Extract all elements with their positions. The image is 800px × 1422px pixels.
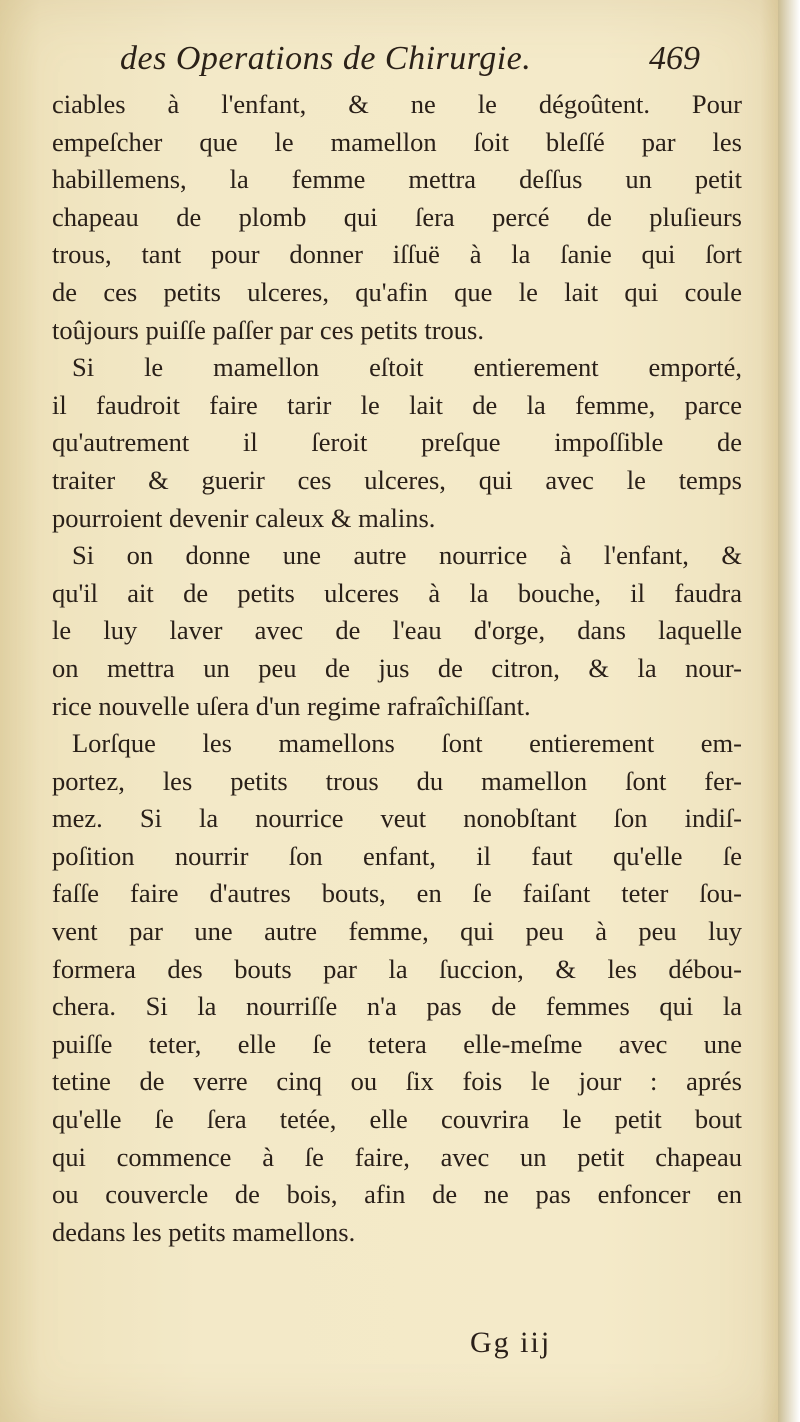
body-text [52, 86, 742, 1251]
text-line: chera. Si la nourriſſe n'a pas de femmes qui la [52, 991, 742, 1022]
text-line: vent par une autre femme, qui peu à peu luy [52, 916, 742, 947]
text-line: Lorſque les mamellons ſont entierement em- [72, 728, 742, 759]
text-line: faſſe faire d'autres bouts, en ſe faiſant teter ſou- [52, 878, 742, 909]
text-line: habillemens, la femme mettra deſſus un petit [52, 164, 742, 195]
text-line: formera des bouts par la ſuccion, & les débou- [52, 953, 742, 984]
text-line: portez, les petits trous du mamellon ſont fer- [52, 765, 742, 796]
text-line: qui commence à ſe faire, avec un petit chapeau [52, 1141, 742, 1172]
text-line: qu'elle ſe ſera tetée, elle couvrira le petit bout [52, 1104, 742, 1135]
text-line: tetine de verre cinq ou ſix fois le jour : aprés [52, 1066, 742, 1097]
page-number: 469 [649, 40, 700, 77]
text-line: qu'autrement il ſeroit preſque impoſſible de [52, 427, 742, 458]
text-line: ou couvercle de bois, afin de ne pas enfoncer en [52, 1179, 742, 1210]
text-line: mez. Si la nourrice veut nonobſtant ſon indiſ- [52, 803, 742, 834]
page-edge [778, 0, 800, 1422]
text-line: traiter & guerir ces ulceres, qui avec le temps [52, 464, 742, 495]
text-line: pourroient devenir caleux & malins. [52, 502, 436, 533]
text-line: Si le mamellon eſtoit entierement emporté, [72, 352, 742, 383]
text-line: puiſſe teter, elle ſe tetera elle-meſme avec une [52, 1028, 742, 1059]
text-line: le luy laver avec de l'eau d'orge, dans laquelle [52, 615, 742, 646]
text-line: rice nouvelle uſera d'un regime rafraîchiſſant. [52, 690, 531, 721]
text-line: de ces petits ulceres, qu'afin que le lait qui coule [52, 276, 742, 307]
running-head: des Operations de Chirurgie. [120, 40, 532, 77]
text-line: il faudroit faire tarir le lait de la femme, parce [52, 389, 742, 420]
text-line: ciables à l'enfant, & ne le dégoûtent. Pour [52, 89, 742, 119]
text-line: poſition nourrir ſon enfant, il faut qu'elle ſe [52, 840, 742, 871]
text-line: on mettra un peu de jus de citron, & la nour- [52, 652, 742, 683]
text-line: chapeau de plomb qui ſera percé de pluſieurs [52, 201, 742, 232]
text-line: qu'il ait de petits ulceres à la bouche, il faudra [52, 577, 742, 608]
text-line: empeſcher que le mamellon ſoit bleſſé par les [52, 126, 742, 157]
text-line: toûjours puiſſe paſſer par ces petits trous. [52, 314, 484, 345]
text-line: dedans les petits mamellons. [52, 1216, 356, 1247]
text-line: Si on donne une autre nourrice à l'enfant, & [72, 540, 742, 571]
signature-mark: Gg iij [470, 1326, 552, 1359]
text-line: trous, tant pour donner iſſuë à la ſanie qui ſort [52, 239, 742, 270]
